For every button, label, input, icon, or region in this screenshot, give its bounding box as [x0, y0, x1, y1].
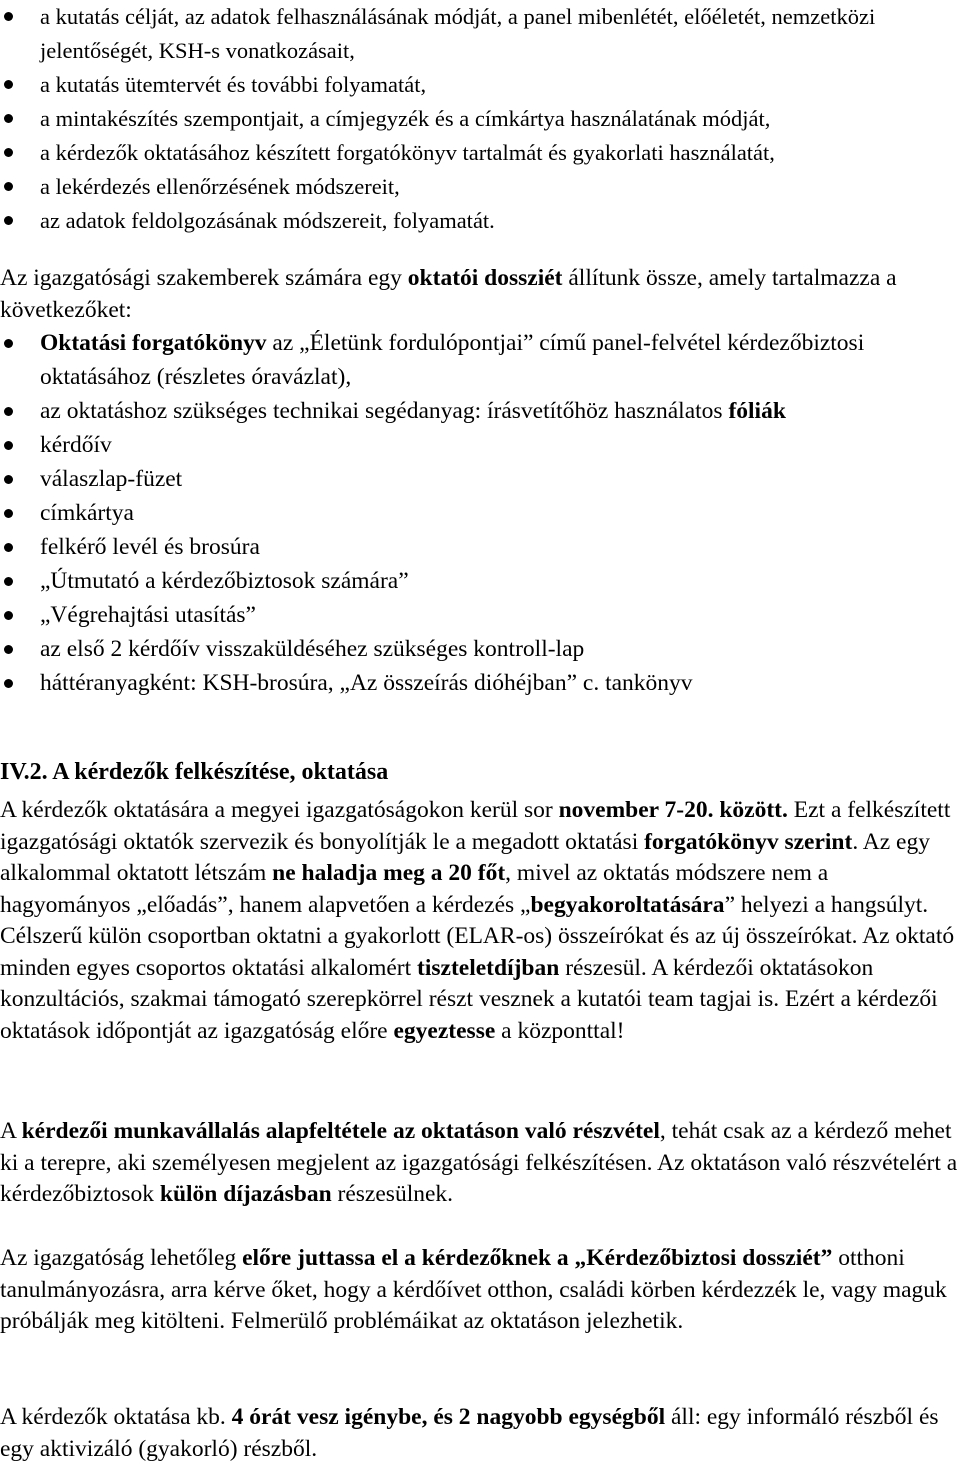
list-item: „Végrehajtási utasítás” — [0, 598, 960, 632]
list-item: a kutatás ütemtervét és további folyamatát, — [0, 68, 960, 102]
bullet-icon — [4, 679, 13, 688]
dossier-intro-paragraph: Az igazgatósági szakemberek számára egy oktatói dossziét állítunk össze, amely tartalmazza a következőket: — [0, 265, 897, 323]
bullet-icon — [4, 577, 13, 586]
bullet-icon — [4, 509, 13, 518]
list-item: Oktatási forgatókönyv az „Életünk fordulópontjai” című panel-felvétel kérdezőbiztosi oktatásához (részletes óravázlat), — [0, 326, 960, 394]
list-item: a kutatás célját, az adatok felhasználásának módját, a panel mibenlétét, előéletét, nemzetközi jelentőségét, KSH-s vonatkozásait, — [0, 0, 960, 68]
section-heading: IV.2. A kérdezők felkészítése, oktatása — [0, 759, 389, 785]
list-item: az első 2 kérdőív visszaküldéséhez szükséges kontroll-lap — [0, 632, 960, 666]
bullet-icon — [4, 216, 13, 225]
bullet-icon — [4, 12, 13, 21]
bullet-icon — [4, 645, 13, 654]
bullet-icon — [4, 407, 13, 416]
bullet-icon — [4, 441, 13, 450]
participation-paragraph: A kérdezői munkavállalás alapfeltétele az oktatáson való részvétel, tehát csak az a kérdező mehet ki a terepre, aki személyesen megjelent az igazgatósági felkészítésen. Az oktatáson való részvételért a kérdezőbiztosok külön díjazásban részesülnek. — [0, 1118, 958, 1207]
list-item: válaszlap-füzet — [0, 462, 960, 496]
goals-list — [0, 0, 960, 238]
list-item: a mintakészítés szempontjait, a címjegyzék és a címkártya használatának módját, — [0, 102, 960, 136]
list-item: „Útmutató a kérdezőbiztosok számára” — [0, 564, 960, 598]
list-item: az oktatáshoz szükséges technikai segédanyag: írásvetítőhöz használatos fóliák — [0, 394, 960, 428]
bullet-icon — [4, 543, 13, 552]
bullet-icon — [4, 80, 13, 89]
dossier-contents-list — [0, 326, 960, 700]
bullet-icon — [4, 182, 13, 191]
dossier-paragraph: Az igazgatóság lehetőleg előre juttassa el a kérdezőknek a „Kérdezőbiztosi dossziét” otthoni tanulmányozásra, arra kérve őket, hogy a kérdőívet otthon, családi körben kérdezzék le, vagy maguk próbálják meg kitölteni. Felmerülő problémáikat az oktatáson jelezhetik. — [0, 1245, 947, 1334]
list-item: címkártya — [0, 496, 960, 530]
bullet-icon — [4, 475, 13, 484]
bullet-icon — [4, 114, 13, 123]
list-item: a kérdezők oktatásához készített forgatókönyv tartalmát és gyakorlati használatát, — [0, 136, 960, 170]
training-paragraph: A kérdezők oktatására a megyei igazgatóságokon kerül sor november 7-20. között. Ezt a felkészített igazgatósági oktatók szervezik és bonyolítják le a megadott oktatási forgatókönyv szerint. Az egy alkalommal oktatott létszám ne haladja meg a 20 főt, mivel az oktatás módszere nem a hagyományos „előadás”, hanem alapvetően a kérdezés „begyakoroltatására” helyezi a hangsúlyt. Célszerű külön csoportban oktatni a gyakorlott (ELAR-os) összeírókat és az új összeírókat. Az oktató minden egyes csoportos oktatási alkalomért tiszteletdíjban részesül. A kérdezői oktatásokon konzultációs, szakmai támogató szerepkörrel részt vesznek a kutatói team tagjai is. Ezért a kérdezői oktatások időpontját az igazgatóság előre egyeztesse a központtal! — [0, 797, 955, 1044]
duration-paragraph: A kérdezők oktatása kb. 4 órát vesz igénybe, és 2 nagyobb egységből áll: egy informáló részből és egy aktivizáló (gyakorló) részből. — [0, 1404, 939, 1462]
bullet-icon — [4, 339, 13, 348]
list-item: a lekérdezés ellenőrzésének módszereit, — [0, 170, 960, 204]
list-item: háttéranyagként: KSH-brosúra, „Az összeírás dióhéjban” c. tankönyv — [0, 666, 960, 700]
list-item: felkérő levél és brosúra — [0, 530, 960, 564]
bullet-icon — [4, 148, 13, 157]
bullet-icon — [4, 611, 13, 620]
list-item: kérdőív — [0, 428, 960, 462]
list-item: az adatok feldolgozásának módszereit, folyamatát. — [0, 204, 960, 238]
